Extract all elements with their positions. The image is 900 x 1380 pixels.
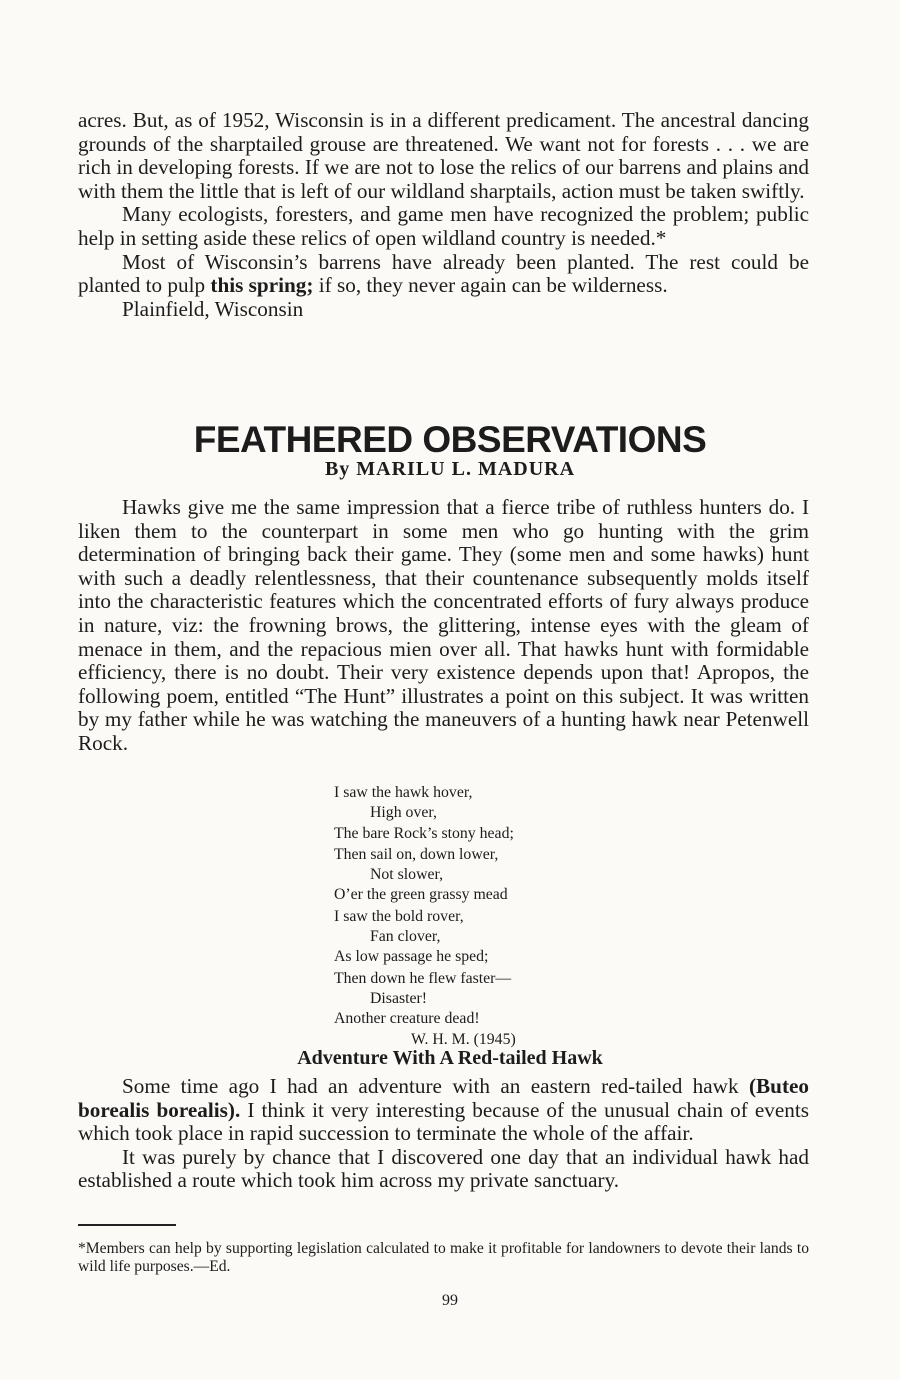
intro-p3-start: Most of Wisconsin’s barrens have already been planted. The rest could be planted to pulp — [78, 249, 809, 298]
poem — [334, 783, 516, 1050]
poem-line: Then down he flew faster— — [334, 969, 512, 987]
poem-line: As low passage he sped; — [334, 948, 489, 966]
article-paragraph-1: Hawks give me the same impression that a fierce tribe of ruthless hunters do. I liken them to the counterpart in some men who go hunting with the grim determination of bringing back their game. They (some men and some hawks) hunt with such a deadly relentlessness, that their countenance subsequently molds itself into the characteristic features which the concentrated efforts of fury always produce in nature, viz: the frowning brows, the glittering, intense eyes with the gleam of menace in them, and the repacious mien over all. That hawks hunt with formidable efficiency, there is no doubt. Their very existence depends upon that! Apropos, the following poem, entitled “The Hunt” illustrates a point on this subject. It was written by my father while he was watching the maneuvers of a hunting hawk near Petenwell Rock. — [78, 495, 809, 755]
section-body — [78, 1075, 809, 1193]
footnote: *Members can help by supporting legislation calculated to make it profitable for landowners to devote their lands to wild life purposes.—Ed. — [78, 1240, 809, 1275]
article-byline: By MARILU L. MADURA — [324, 458, 576, 480]
page-number: 99 — [442, 1292, 458, 1309]
article-body — [78, 496, 809, 756]
poem-line: Then sail on, down lower, — [334, 845, 499, 863]
section-heading: Adventure With A Red-tailed Hawk — [297, 1047, 603, 1069]
intro-paragraph-2: Many ecologists, foresters, and game men have recognized the problem; public help in setting aside these relics of open wildland country is needed.* — [78, 202, 809, 250]
poem-line: Another creature dead! — [334, 1010, 480, 1028]
intro-p3-end: if so, they never again can be wilderness. — [313, 273, 668, 298]
section-paragraph-1 — [78, 1075, 809, 1146]
footnote-divider — [78, 1224, 176, 1226]
intro-p3-bold: this spring; — [210, 273, 314, 298]
poem-line: O’er the green grassy mead — [334, 886, 508, 904]
article-title: FEATHERED OBSERVATIONS — [193, 419, 707, 460]
poem-line: Fan clover, — [370, 928, 441, 946]
section-paragraph-2: It was purely by chance that I discovered one day that an individual hawk had established a route which took him across my private sanctuary. — [78, 1144, 809, 1193]
poem-signature: W. H. M. (1945) — [411, 1030, 516, 1048]
section-p1-start: Some time ago I had an adventure with an eastern red-tailed hawk — [122, 1074, 749, 1098]
intro-paragraph-3 — [78, 251, 809, 298]
section-p1-end: I think it very interesting because of the unusual chain of events which took place in rapid succession to terminate the whole of the affair. — [78, 1097, 809, 1146]
poem-line: The bare Rock’s stony head; — [334, 824, 514, 842]
poem-line: I saw the hawk hover, — [334, 784, 473, 801]
intro-paragraph-1: acres. But, as of 1952, Wisconsin is in a different predicament. The ancestral dancing grounds of the sharptailed grouse are threatened. We want not for forests . . . we are rich in developing forests. If we are not to lose the relics of our barrens and plains and with them the little that is left of our wildland sharptails, action must be taken swiftly. — [78, 108, 809, 203]
poem-line: Disaster! — [370, 989, 428, 1007]
poem-line: I saw the bold rover, — [334, 907, 464, 925]
poem-line: Not slower, — [370, 866, 444, 884]
intro-text — [78, 109, 809, 321]
place-line: Plainfield, Wisconsin — [122, 296, 304, 321]
poem-line: High over, — [370, 804, 437, 822]
species-name: (Buteo borealis borealis). — [78, 1074, 809, 1122]
